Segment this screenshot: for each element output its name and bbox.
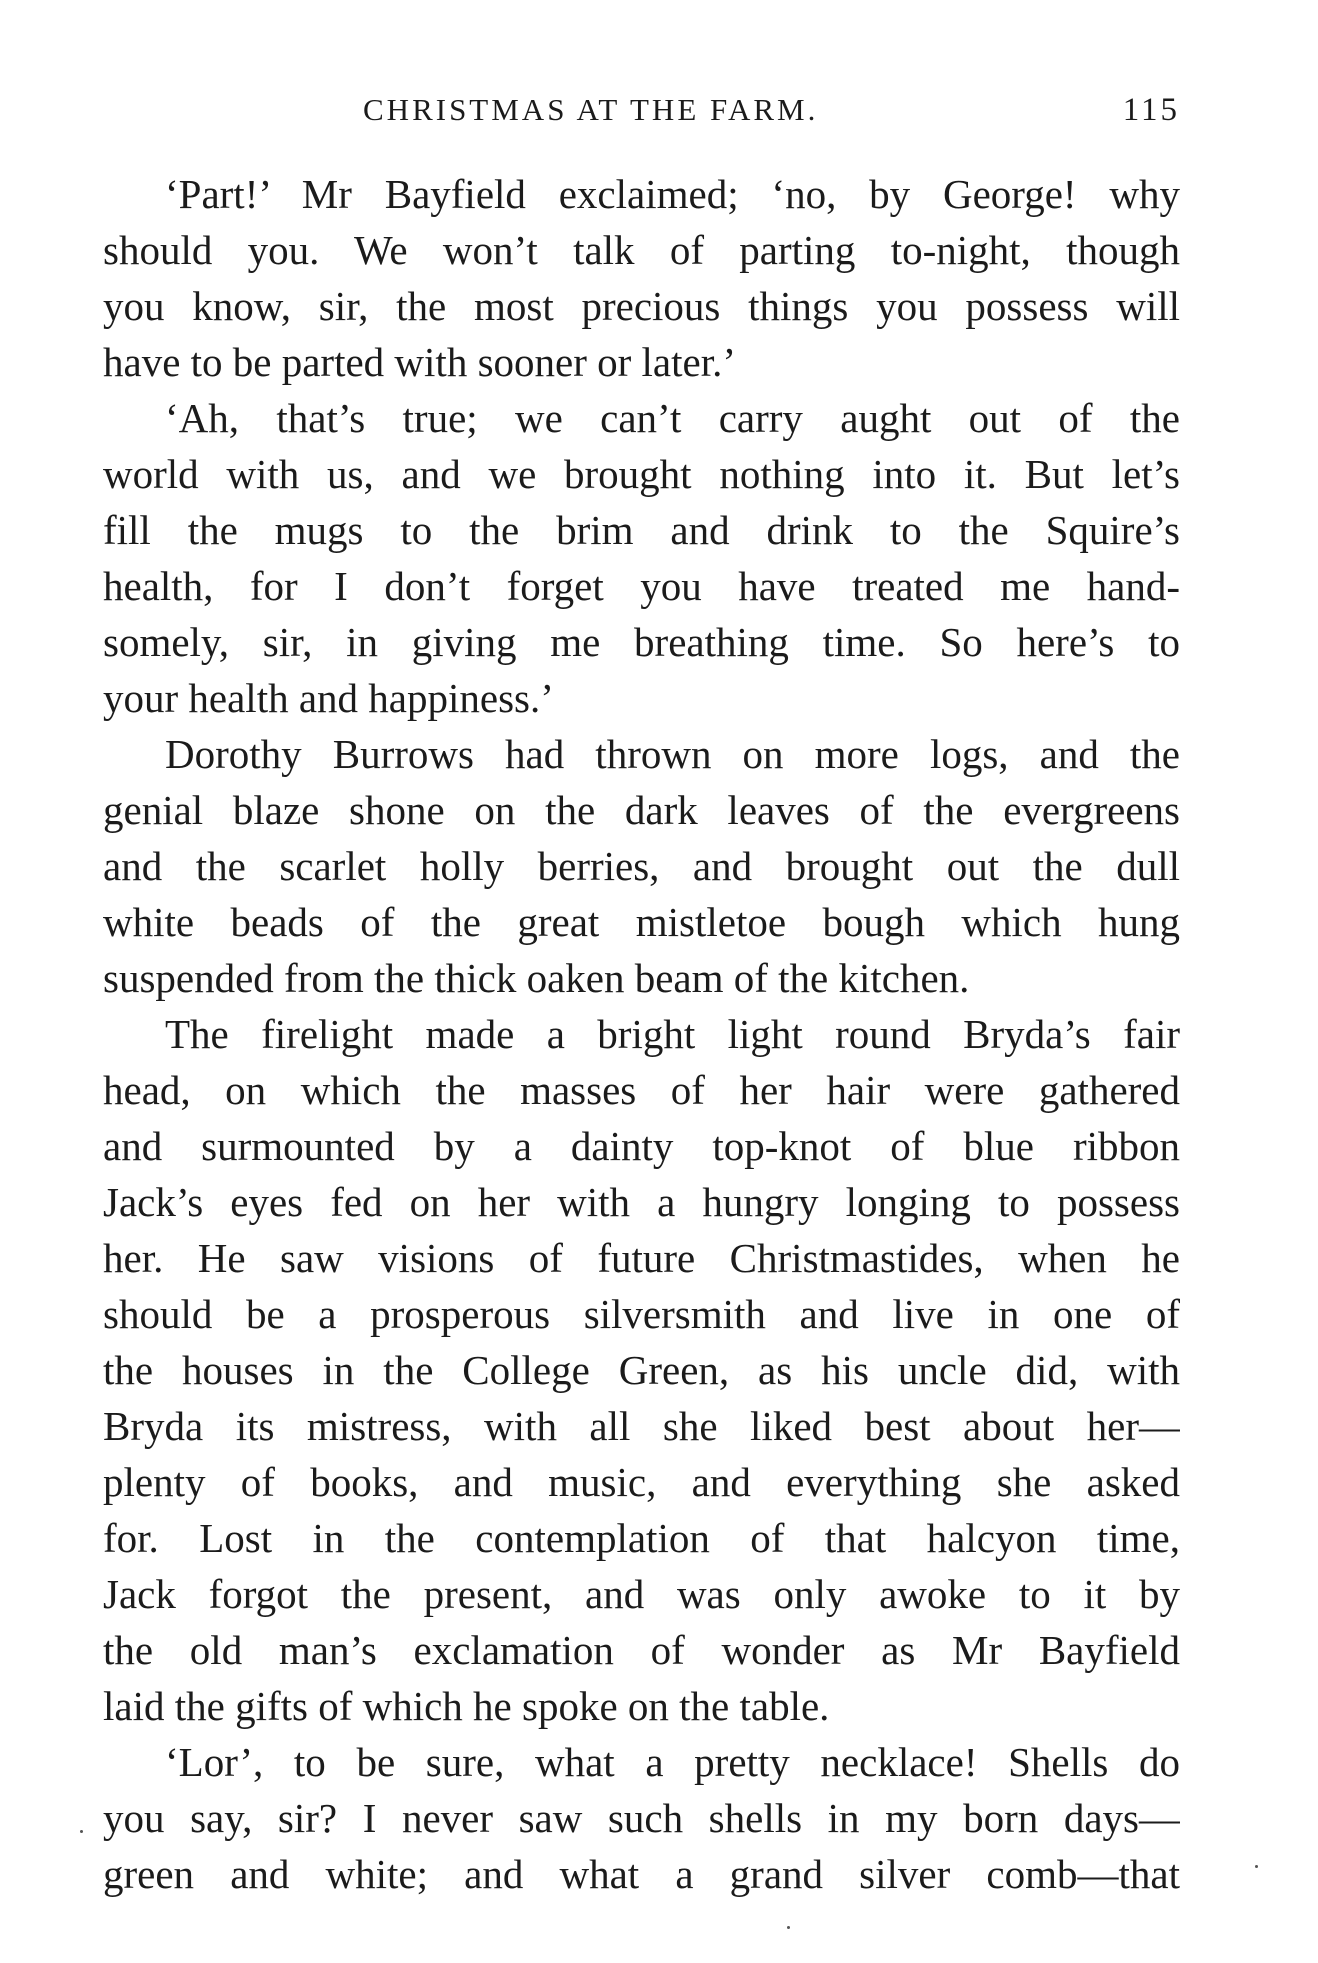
running-title: CHRISTMAS AT THE FARM. xyxy=(363,92,819,127)
text-line: and the scarlet holly berries, and brought out the dull xyxy=(103,843,1180,889)
text-line: health, for I don’t forget you have treated me hand- xyxy=(103,563,1180,609)
text-line: laid the gifts of which he spoke on the table. xyxy=(103,1683,830,1729)
text-line: Dorothy Burrows had thrown on more logs, and the xyxy=(165,731,1180,777)
text-line: you say, sir? I never saw such shells in my born days— xyxy=(103,1795,1180,1841)
text-line: The firelight made a bright light round Bryda’s fair xyxy=(165,1011,1180,1057)
paragraph xyxy=(103,726,1180,1006)
text-line: somely, sir, in giving me breathing time. So here’s to xyxy=(103,619,1180,665)
text-line: should you. We won’t talk of parting to-night, though xyxy=(103,227,1180,273)
text-line: white beads of the great mistletoe bough which hung xyxy=(103,899,1180,945)
paragraph xyxy=(103,390,1180,726)
text-line: ‘Lor’, to be sure, what a pretty necklace! Shells do xyxy=(165,1739,1180,1785)
text-line: genial blaze shone on the dark leaves of the evergreens xyxy=(103,787,1180,833)
text-line: her. He saw visions of future Christmastides, when he xyxy=(103,1235,1180,1281)
paper-speck xyxy=(787,1926,790,1929)
text-line: Jack forgot the present, and was only awoke to it by xyxy=(103,1571,1180,1617)
text-line: Bryda its mistress, with all she liked best about her— xyxy=(103,1403,1180,1449)
text-line: have to be parted with sooner or later.’ xyxy=(103,339,736,385)
text-line: and surmounted by a dainty top-knot of blue ribbon xyxy=(103,1123,1180,1169)
body-text xyxy=(103,166,1180,1902)
paper-speck xyxy=(80,1830,83,1833)
text-line: should be a prosperous silversmith and live in one of xyxy=(103,1291,1180,1337)
text-line: your health and happiness.’ xyxy=(103,675,554,721)
paper-speck xyxy=(1255,1865,1258,1868)
text-line: the houses in the College Green, as his uncle did, with xyxy=(103,1347,1180,1393)
text-line: ‘Part!’ Mr Bayfield exclaimed; ‘no, by George! why xyxy=(165,171,1180,217)
paragraph xyxy=(103,1006,1180,1734)
text-line: the old man’s exclamation of wonder as Mr Bayfield xyxy=(103,1627,1180,1673)
paragraph xyxy=(103,1734,1180,1902)
text-line: plenty of books, and music, and everything she asked xyxy=(103,1459,1180,1505)
text-line: fill the mugs to the brim and drink to the Squire’s xyxy=(103,507,1180,553)
text-line: you know, sir, the most precious things you possess will xyxy=(103,283,1180,329)
page-header xyxy=(103,92,1180,132)
text-line: suspended from the thick oaken beam of the kitchen. xyxy=(103,955,970,1001)
text-line: for. Lost in the contemplation of that halcyon time, xyxy=(103,1515,1180,1561)
page-number: 115 xyxy=(1122,92,1180,128)
text-line: Jack’s eyes fed on her with a hungry longing to possess xyxy=(103,1179,1180,1225)
text-line: world with us, and we brought nothing into it. But let’s xyxy=(103,451,1180,497)
paragraph xyxy=(103,166,1180,390)
text-line: head, on which the masses of her hair were gathered xyxy=(103,1067,1180,1113)
text-line: ‘Ah, that’s true; we can’t carry aught out of the xyxy=(165,395,1180,441)
text-line: green and white; and what a grand silver comb—that xyxy=(103,1851,1180,1897)
